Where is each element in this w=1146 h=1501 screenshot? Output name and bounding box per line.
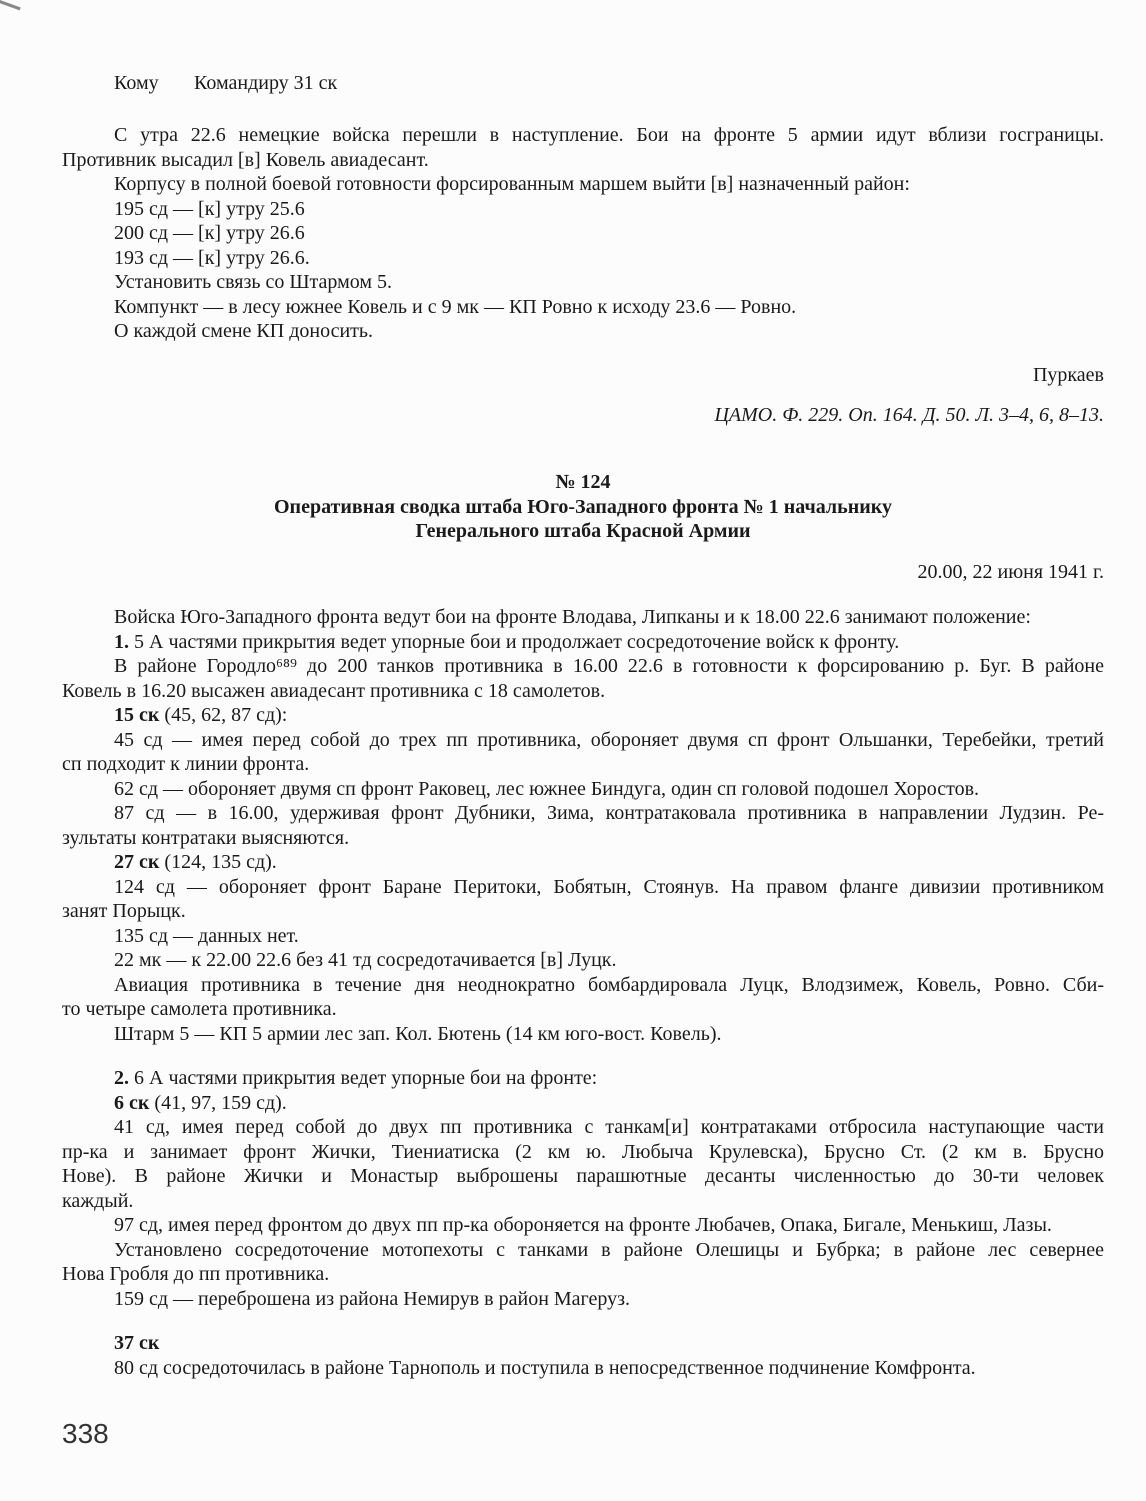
line-text: 5 А частями прикрытия ведет упорные бои и продолжает сосредоточение войск к фронту. xyxy=(129,630,900,653)
line-text: (124, 135 сд). xyxy=(159,851,277,873)
paragraph xyxy=(62,1238,1104,1287)
text-line xyxy=(62,246,1104,271)
line-text: Ковель в 16.20 высажен авиадесант противника с 18 самолетов. xyxy=(62,679,606,702)
line-text: 41 сд, имея перед собой до двух пп противника с танкам[и] контратаками отбросила наступающие части xyxy=(114,1116,1104,1138)
line-text: 195 сд — [к] утру 25.6 xyxy=(114,197,305,220)
order-body xyxy=(62,123,1104,344)
paragraph xyxy=(62,319,1104,344)
text-line xyxy=(62,703,1104,728)
addressee-value: Командиру 31 ск xyxy=(194,72,338,94)
text-line xyxy=(62,1213,1104,1238)
line-text: Противник высадил [в] Ковель авиадесант. xyxy=(62,148,429,171)
text-line xyxy=(62,1262,1104,1287)
text-line xyxy=(62,270,1104,295)
line-text: 200 сд — [к] утру 26.6 xyxy=(114,222,305,244)
document-number: № 124 xyxy=(555,471,611,493)
paragraph xyxy=(62,1066,1104,1091)
paragraph xyxy=(62,1287,1104,1312)
line-text: (45, 62, 87 сд): xyxy=(159,704,288,726)
line-text: 159 сд — переброшена из района Немирув в район Магеруз. xyxy=(114,1287,631,1310)
line-text: Войска Юго-Западного фронта ведут бои на фронте Влодава, Липканы и к 18.00 22.6 занимают положение: xyxy=(114,606,1031,628)
text-line xyxy=(62,850,1104,875)
text-line xyxy=(62,924,1104,949)
text-line xyxy=(62,148,1104,173)
paragraph xyxy=(62,1213,1104,1238)
text-line xyxy=(62,875,1104,900)
report-section xyxy=(62,1066,1104,1311)
bold-lead: 1. xyxy=(114,630,129,653)
text-line xyxy=(62,997,1104,1022)
addressee-label: Кому xyxy=(114,72,159,94)
paragraph xyxy=(62,123,1104,172)
bold-lead: 37 ск xyxy=(114,1332,160,1354)
paragraph xyxy=(62,703,1104,728)
paragraph xyxy=(62,654,1104,703)
text-line xyxy=(62,295,1104,320)
line-text: В районе Городло⁶⁸⁹ до 200 танков противника в 16.00 22.6 в готовности к форсированию р. Буг. В районе xyxy=(114,655,1104,677)
paragraph xyxy=(62,1356,1104,1381)
text-line xyxy=(62,777,1104,802)
text-line xyxy=(62,973,1104,998)
line-text: зультаты контратаки выясняются. xyxy=(62,826,350,849)
text-line xyxy=(62,1091,1104,1116)
line-text: С утра 22.6 немецкие войска перешли в наступление. Бои на фронте 5 армии идут вблизи госграницы. xyxy=(114,124,1104,146)
line-text: 135 сд — данных нет. xyxy=(114,924,299,947)
text-line xyxy=(62,123,1104,148)
text-line xyxy=(62,1331,1104,1356)
text-line xyxy=(62,1356,1104,1381)
text-line xyxy=(62,1022,1104,1047)
text-line xyxy=(62,1238,1104,1263)
text-line xyxy=(62,1164,1104,1189)
text-line xyxy=(62,1287,1104,1312)
line-text: сп подходит к линии фронта. xyxy=(62,753,310,775)
bold-lead: 6 ск xyxy=(114,1091,150,1114)
line-text: Штарм 5 — КП 5 армии лес зап. Кол. Бютень (14 км юго-вост. Ковель). xyxy=(114,1022,722,1045)
line-text: 6 А частями прикрытия ведет упорные бои на фронте: xyxy=(129,1067,598,1089)
text-line xyxy=(62,197,1104,222)
page-number: 338 xyxy=(62,1418,109,1449)
line-text: занят Порыцк. xyxy=(62,900,186,922)
signature: Пуркаев xyxy=(1032,364,1104,386)
document-title-line: Генерального штаба Красной Армии xyxy=(415,520,751,542)
line-text: 87 сд — в 16.00, удерживая фронт Дубники, Зима, контратаковала противника в направлении Лудзин. Ре- xyxy=(114,802,1104,824)
text-line xyxy=(62,801,1104,826)
scan-corner-mark xyxy=(0,0,21,10)
paragraph xyxy=(62,197,1104,222)
line-text: 124 сд — обороняет фронт Баране Перитоки, Бобятын, Стоянув. На правом фланге дивизии противником xyxy=(114,875,1104,898)
text-line xyxy=(62,1140,1104,1165)
line-text: Нове). В районе Жички и Монастыр выброшены парашютные десанты численностью до 30-ти человек xyxy=(62,1165,1104,1187)
bold-lead: 2. xyxy=(114,1067,129,1089)
text-line xyxy=(62,172,1104,197)
report-section xyxy=(62,605,1104,1046)
paragraph xyxy=(62,777,1104,802)
text-line xyxy=(62,221,1104,246)
paragraph xyxy=(62,1331,1104,1356)
paragraph xyxy=(62,1091,1104,1116)
paragraph xyxy=(62,948,1104,973)
document-body xyxy=(62,605,1104,1380)
paragraph xyxy=(62,246,1104,271)
paragraph xyxy=(62,924,1104,949)
line-text: то четыре самолета противника. xyxy=(62,998,337,1020)
paragraph xyxy=(62,221,1104,246)
text-line xyxy=(62,1066,1104,1091)
text-line xyxy=(62,728,1104,753)
line-text: Компункт — в лесу южнее Ковель и с 9 мк — КП Ровно к исходу 23.6 — Ровно. xyxy=(114,295,797,318)
line-text: О каждой смене КП доносить. xyxy=(114,320,374,342)
line-text: 97 сд, имея перед фронтом до двух пп пр-ка обороняется на фронте Любачев, Опака, Бигале, Менькиш, Лазы. xyxy=(114,1214,1052,1236)
text-line xyxy=(62,654,1104,679)
paragraph xyxy=(62,850,1104,875)
text-line xyxy=(62,630,1104,655)
document-title-line: Оперативная сводка штаба Юго-Западного фронта № 1 начальнику xyxy=(273,495,893,518)
line-text: 22 мк — к 22.00 22.6 без 41 тд сосредотачивается [в] Луцк. xyxy=(114,949,617,971)
bold-lead: 27 ск xyxy=(114,851,160,873)
addressee-line xyxy=(62,71,1104,96)
line-text: Нова Гробля до пп противника. xyxy=(62,1263,330,1285)
text-line xyxy=(62,679,1104,704)
text-line xyxy=(62,1189,1104,1214)
line-text: 62 сд — обороняет двумя сп фронт Раковец, лес южнее Биндуга, один сп головой подошел Хоростов. xyxy=(114,777,980,800)
line-text: (41, 97, 159 сд). xyxy=(149,1091,287,1114)
bold-lead: 15 ск xyxy=(114,704,160,726)
text-line xyxy=(62,948,1104,973)
text-line xyxy=(62,899,1104,924)
line-text: Установлено сосредоточение мотопехоты с танками в районе Олешицы и Бубрка; в районе лес севернее xyxy=(114,1238,1104,1261)
paragraph xyxy=(62,630,1104,655)
document-date: 20.00, 22 июня 1941 г. xyxy=(917,561,1104,583)
archive-reference: ЦАМО. Ф. 229. Оп. 164. Д. 50. Л. 3–4, 6, 8–13. xyxy=(714,404,1104,426)
text-line xyxy=(62,1115,1104,1140)
text-line xyxy=(62,752,1104,777)
line-text: Корпусу в полной боевой готовности форсированным маршем выйти [в] назначенный район: xyxy=(114,173,910,195)
line-text: Авиация противника в течение дня неоднократно бомбардировала Луцк, Влодзимеж, Ковель, Ровно. Сби- xyxy=(114,973,1104,996)
text-line xyxy=(62,319,1104,344)
paragraph xyxy=(62,875,1104,924)
paragraph xyxy=(62,801,1104,850)
line-text: пр-ка и занимает фронт Жички, Тиениатиска (2 км ю. Любыча Крулевска), Брусно Ст. (2 км в. Брусно xyxy=(62,1140,1104,1163)
paragraph xyxy=(62,295,1104,320)
paragraph xyxy=(62,270,1104,295)
line-text: 45 сд — имея перед собой до трех пп противника, обороняет двумя сп фронт Ольшанки, Теребейки, третий xyxy=(114,728,1104,751)
line-text: 193 сд — [к] утру 26.6. xyxy=(114,246,310,269)
text-line xyxy=(62,605,1104,630)
paragraph xyxy=(62,172,1104,197)
paragraph xyxy=(62,1115,1104,1213)
paragraph xyxy=(62,605,1104,630)
paragraph xyxy=(62,1022,1104,1047)
paragraph xyxy=(62,728,1104,777)
line-text: Установить связь со Штармом 5. xyxy=(114,271,393,293)
report-section xyxy=(62,1331,1104,1380)
text-line xyxy=(62,826,1104,851)
paragraph xyxy=(62,973,1104,1022)
line-text: 80 сд сосредоточилась в районе Тарнополь и поступила в непосредственное подчинение Комфронта. xyxy=(114,1356,976,1379)
line-text: каждый. xyxy=(62,1189,134,1212)
document-heading xyxy=(62,470,1104,544)
